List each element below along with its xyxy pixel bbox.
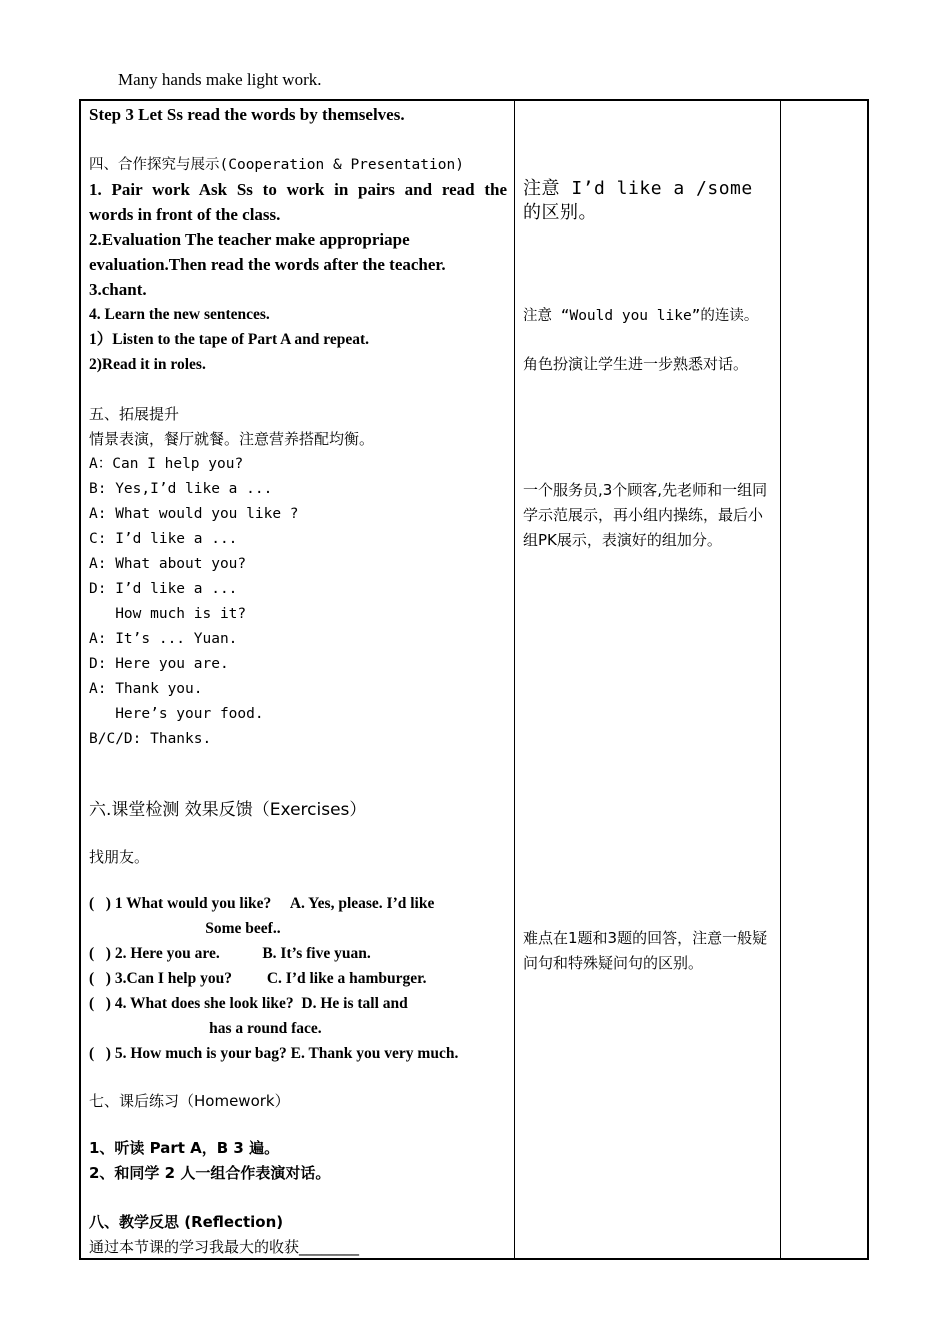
dialogue-line: A: What about you? [89, 556, 247, 572]
exercise-line: ( ) 2. Here you are. B. It’s five yuan. [89, 945, 371, 962]
section6-heading: 六.课堂检测 效果反馈（Exercises） [89, 800, 367, 820]
note-roleplay: 角色扮演让学生进一步熟悉对话。 [523, 355, 749, 373]
homework-item: 2、和同学 2 人一组合作表演对话。 [89, 1164, 331, 1182]
column-divider-1 [514, 101, 515, 1258]
section4-heading: 四、合作探究与展示(Cooperation & Presentation) [89, 157, 464, 173]
reflection-line: 通过本节课的学习我最大的收获________ [89, 1238, 360, 1256]
lesson-plan-table [79, 99, 869, 1260]
exercise-line: ( ) 5. How much is your bag? E. Thank you very much. [89, 1045, 459, 1062]
dialogue-line: Here’s your food. [89, 706, 264, 722]
exercise-line: ( ) 1 What would you like? A. Yes, please. I’d like [89, 895, 435, 912]
dialogue-line: How much is it? [89, 606, 247, 622]
dialogue-line: A: Thank you. [89, 681, 203, 697]
motto-line: Many hands make light work. [118, 70, 322, 89]
evaluation-line-2: evaluation.Then read the words after the teacher. [89, 255, 446, 274]
section5-heading: 五、拓展提升 [89, 405, 180, 423]
exercise-line: Some beef.. [89, 920, 281, 937]
dialogue-line: B: Yes,I’d like a ... [89, 481, 273, 497]
exercise-line: has a round face. [89, 1020, 322, 1037]
listen-tape-line: 1）Listen to the tape of Part A and repeat. [89, 331, 369, 348]
section8-heading: 八、教学反思 (Reflection) [89, 1213, 284, 1231]
step3-text: Step 3 Let Ss read the words by themselves. [89, 105, 405, 124]
column-divider-2 [780, 101, 781, 1258]
homework-item: 1、听读 Part A，B 3 遍。 [89, 1139, 280, 1157]
chant-line: 3.chant. [89, 280, 147, 299]
dialogue-line: D: Here you are. [89, 656, 229, 672]
learn-sentences-line: 4. Learn the new sentences. [89, 306, 270, 323]
note-linking: 注意 “Would you like”的连读。 [523, 308, 759, 324]
pair-work-line-2: words in front of the class. [89, 205, 281, 224]
note-group-performance: 一个服务员,3个顾客,先老师和一组同学示范展示，再小组内操练，最后小组PK展示，表演好的组加分。 [523, 481, 768, 549]
dialogue-line: D: I’d like a ... [89, 581, 238, 597]
dialogue-line: A: What would you like ? [89, 506, 299, 522]
dialogue-line: C: I’d like a ... [89, 531, 238, 547]
find-friends-line: 找朋友。 [89, 848, 150, 866]
scenario-line: 情景表演，餐厅就餐。注意营养搭配均衡。 [89, 430, 375, 448]
section7-heading: 七、课后练习（Homework） [89, 1092, 290, 1110]
read-roles-line: 2)Read it in roles. [89, 356, 206, 373]
exercise-line: ( ) 3.Can I help you? C. I’d like a hamburger. [89, 970, 427, 987]
note-like-some: 注意 I’d like a /some 的区别。 [523, 178, 753, 223]
dialogue-line: A: It’s ... Yuan. [89, 631, 238, 647]
evaluation-line-1: 2.Evaluation The teacher make appropriape [89, 230, 410, 249]
note-exercise-difficulty: 难点在1题和3题的回答，注意一般疑问句和特殊疑问句的区别。 [523, 929, 768, 972]
dialogue-line: B/C/D: Thanks. [89, 731, 212, 747]
dialogue-line: A：Can I help you? [89, 456, 244, 472]
exercise-line: ( ) 4. What does she look like? D. He is tall and [89, 995, 408, 1012]
pair-work-line-1: 1. Pair work Ask Ss to work in pairs and read the [89, 180, 507, 199]
